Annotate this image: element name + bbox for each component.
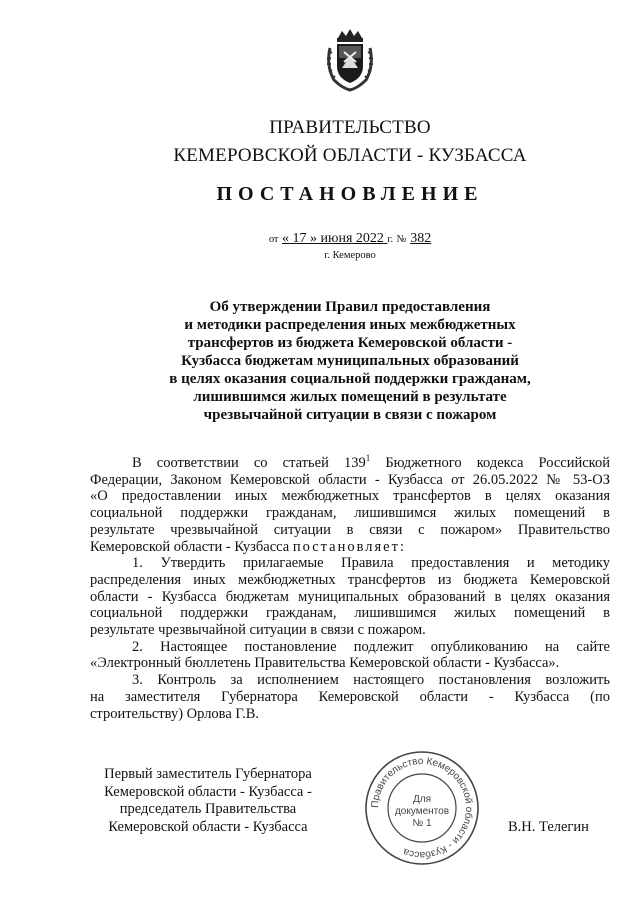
stamp-center-line: документов: [394, 806, 450, 817]
title-line: трансфертов из бюджета Кемеровской области -: [187, 335, 513, 351]
signatory-line: председатель Правительства: [119, 801, 297, 817]
kemerovo-coat-of-arms-icon: [324, 28, 376, 92]
body-line: 3. Контроль за исполнением настоящего постановления возложить: [132, 672, 610, 689]
number-prefix: №: [396, 234, 407, 245]
body-line: строительству) Орлова Г.В.: [90, 705, 260, 722]
document-number: 382: [410, 231, 432, 246]
body-line: области - Кузбасса бюджетам муниципальных образований в целях оказания: [90, 588, 610, 605]
stamp-center-line: Для: [412, 794, 432, 805]
body-line: на заместителя Губернатора Кемеровской области - Кузбасса (по: [90, 688, 610, 705]
body-line: 1. Утвердить прилагаемые Правила предоставления и методику: [132, 555, 610, 572]
signatory-line: Кемеровской области - Кузбасса: [108, 818, 308, 835]
stamp-ring-text: Правительство Кемеровской области - Кузбасса: [369, 755, 475, 861]
date-day: 17: [292, 231, 307, 246]
preamble-paragraph: [90, 455, 610, 555]
stamp-center-line: № 1: [412, 818, 432, 829]
title-line: и методики распределения иных межбюджетных: [184, 317, 516, 333]
document-title: [150, 298, 550, 424]
body-line: результате чрезвычайной ситуации в связи с пожаром.: [90, 622, 426, 639]
body-line: результате чрезвычайной ситуации в связи с пожаром» Правительство: [90, 521, 610, 538]
document-type: ПОСТАНОВЛЕНИЕ: [216, 183, 484, 205]
date-number-line: от « 17 » июня 2022 г. № 382: [268, 231, 432, 246]
organization-name-line2: КЕМЕРОВСКОЙ ОБЛАСТИ - КУЗБАССА: [173, 145, 527, 166]
body-line: Федерации, Законом Кемеровской области - Кузбасса от 26.05.2022 № 53-ОЗ: [90, 471, 610, 488]
body-line: 2. Настоящее постановление подлежит опубликованию на сайте: [132, 638, 610, 655]
official-stamp: [362, 748, 482, 868]
body-line: «Электронный бюллетень Правительства Кемеровской области - Кузбасса».: [90, 655, 560, 672]
body-line: В соответствии со статьей $139^1$ Бюджетного кодекса Российской: [132, 453, 610, 471]
signatory-position: [88, 766, 328, 836]
signatory-line: Кемеровской области - Кузбасса -: [104, 783, 312, 800]
item-3-paragraph: [90, 672, 610, 722]
signer-name: В.Н. Телегин: [508, 819, 589, 835]
title-line: Об утверждении Правил предоставления: [209, 299, 491, 315]
organization-name-line1: ПРАВИТЕЛЬСТВО: [269, 117, 431, 138]
date-month-year: июня 2022: [320, 231, 384, 246]
title-line: лишившимся жилых помещений в результате: [193, 389, 507, 405]
title-line: Кузбасса бюджетам муниципальных образований: [181, 353, 519, 369]
date-prefix: от: [268, 234, 279, 245]
body-line: социальной поддержки гражданам, лишившимся жилых помещений в: [90, 605, 610, 622]
body-line: распределения иных межбюджетных трансфертов из бюджета Кемеровской: [90, 571, 610, 588]
signatory-line: Первый заместитель Губернатора: [104, 766, 312, 782]
date-year-suffix: г.: [387, 234, 394, 245]
body-line: Кемеровской области - Кузбасса постановляет:: [90, 538, 406, 555]
document-body: [90, 455, 610, 722]
title-line: чрезвычайной ситуации в связи с пожаром: [203, 407, 497, 423]
body-line: социальной поддержки гражданам, лишившимся жилых помещений в: [90, 505, 610, 522]
item-2-paragraph: [90, 639, 610, 672]
title-line: в целях оказания социальной поддержки гражданам,: [169, 371, 531, 387]
city-label: г. Кемерово: [324, 250, 376, 261]
body-line: «О предоставлении иных межбюджетных трансфертов в целях оказания: [90, 488, 610, 505]
item-1-paragraph: [90, 555, 610, 639]
